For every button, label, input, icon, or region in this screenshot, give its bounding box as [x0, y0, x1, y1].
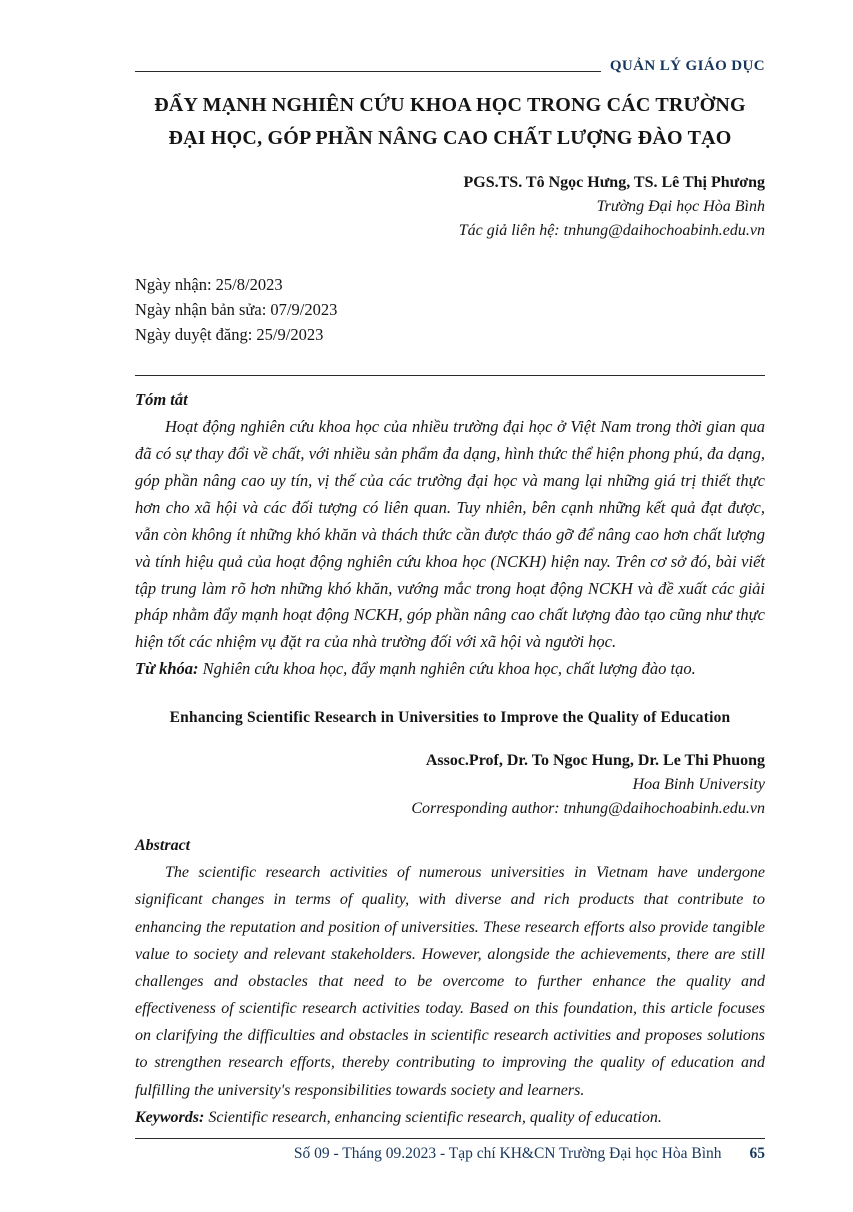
abstract-heading-en: Abstract	[135, 837, 191, 855]
footer-journal-line: Số 09 - Tháng 09.2023 - Tạp chí KH&CN Trường Đại học Hòa Bình	[293, 1145, 722, 1162]
keywords-label-vi: Từ khóa:	[135, 659, 199, 679]
header-rule	[135, 71, 601, 72]
date-revised: Ngày nhận bản sửa: 07/9/2023	[135, 299, 338, 319]
keywords-label-en: Keywords:	[135, 1108, 205, 1126]
byline-vi	[135, 171, 765, 243]
corresponding-author-vi: Tác giả liên hệ: tnhung@daihochoabinh.edu.vn	[458, 222, 765, 239]
keywords-en	[135, 1104, 765, 1131]
abstract-heading-vi: Tóm tắt	[135, 390, 188, 410]
authors-en: Assoc.Prof, Dr. To Ngoc Hung, Dr. Le Thi Phuong	[425, 752, 765, 770]
abstract-body-en: The scientific research activities of numerous universities in Vietnam have undergone significant changes in terms of quality, with diverse and rich products that contribute to enhancing the reputation and position of universities. These research efforts also provide tangible value to society and relevant stakeholders. However, alongside the achievements, there are still challenges and obstacles that need to be overcome to further enhance the quality and effectiveness of scientific research activities today. Based on this foundation, this article focuses on clarifying the difficulties and obstacles in scientific research activities and proposes solutions to strengthen research efforts, thereby contributing to improving the quality of education and fulfilling the university's responsibilities towards society and learners.	[135, 864, 765, 1099]
date-received: Ngày nhận: 25/8/2023	[135, 275, 283, 294]
page-footer	[135, 1138, 765, 1163]
footer-rule	[135, 1138, 765, 1139]
article-title-vi: ĐẨY MẠNH NGHIÊN CỨU KHOA HỌC TRONG CÁC TRƯỜNG ĐẠI HỌC, GÓP PHẦN NÂNG CAO CHẤT LƯỢNG ĐÀO TẠO	[154, 94, 746, 149]
page-header	[135, 58, 765, 75]
authors-vi: PGS.TS. Tô Ngọc Hưng, TS. Lê Thị Phương	[463, 174, 765, 191]
byline-en	[135, 749, 765, 821]
footer-row	[135, 1145, 765, 1163]
corresponding-author-en: Corresponding author: tnhung@daihochoabinh.edu.vn	[411, 800, 765, 818]
keywords-text-vi: Nghiên cứu khoa học, đẩy mạnh nghiên cứu khoa học, chất lượng đào tạo.	[198, 659, 696, 679]
keywords-text-en: Scientific research, enhancing scientific research, quality of education.	[204, 1108, 662, 1126]
dates-block	[135, 273, 765, 347]
footer-page-number: 65	[749, 1145, 765, 1162]
article-title-en: Enhancing Scientific Research in Universities to Improve the Quality of Education	[169, 709, 731, 727]
keywords-vi	[135, 656, 765, 683]
affiliation-en: Hoa Binh University	[632, 776, 765, 794]
page-content	[135, 0, 765, 1131]
abstract-body-vi: Hoạt động nghiên cứu khoa học của nhiều trường đại học ở Việt Nam trong thời gian qua đã có sự thay đổi về chất, với nhiều sản phẩm đa dạng, hình thức thể hiện phong phú, đa dạng, góp phần nâng cao uy tín, vị thế của các trường đại học và mang lại những giá trị thiết thực hơn cho xã hội và các đối tượng có liên quan. Tuy nhiên, bên cạnh những kết quả đạt được, vẫn còn không ít những khó khăn và thách thức cần được tháo gỡ để nâng cao hơn chất lượng và tính hiệu quả của hoạt động nghiên cứu khoa học (NCKH) hiện nay. Trên cơ sở đó, bài viết tập trung làm rõ hơn những khó khăn, vướng mắc trong hoạt động NCKH và đề xuất các giải pháp nhằm đẩy mạnh hoạt động NCKH, góp phần nâng cao chất lượng đào tạo cũng như thực hiện tốt các nhiệm vụ đặt ra của nhà trường đối với xã hội và người học.	[135, 417, 765, 652]
section-label: QUẢN LÝ GIÁO DỤC	[609, 58, 765, 74]
affiliation-vi: Trường Đại học Hòa Bình	[596, 198, 765, 215]
abstract-divider	[135, 375, 765, 376]
date-accepted: Ngày duyệt đăng: 25/9/2023	[135, 324, 324, 344]
